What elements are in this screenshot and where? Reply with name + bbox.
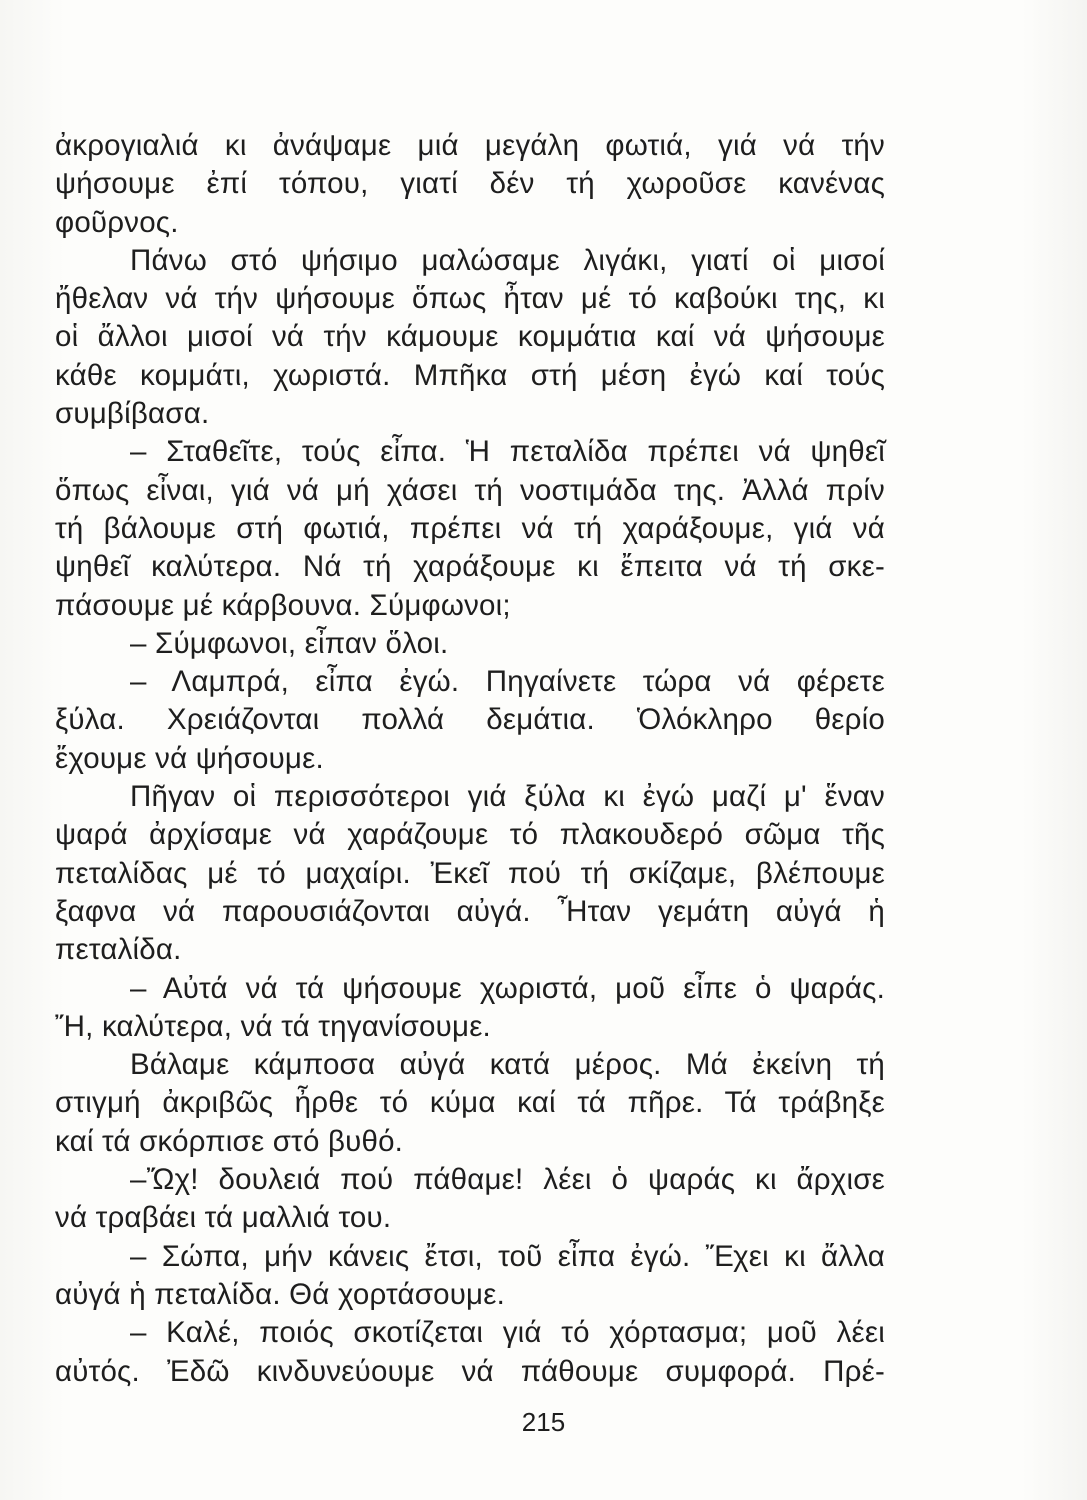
text-line: αὐτός. Ἐδῶ κινδυνεύουμε νά πάθουμε συμφορά. Πρέ-: [55, 1354, 885, 1388]
text-line: κάθε κομμάτι, χωριστά. Μπῆκα στή μέση ἐγώ καί τούς: [55, 358, 885, 392]
text-line: συμβίβασα.: [55, 397, 210, 431]
text-line: ξαφνα νά παρουσιάζονται αὐγά. Ἦταν γεμάτη αὐγά ἡ: [55, 894, 885, 928]
text-line: στιγμή ἀκριβῶς ἦρθε τό κύμα καί τά πῆρε. Τά τράβηξε: [55, 1086, 885, 1120]
text-line: νά τραβάει τά μαλλιά του.: [55, 1201, 392, 1235]
text-line: ψήσουμε ἐπί τόπου, γιατί δέν τή χωροῦσε κανένας: [55, 167, 885, 201]
text-line: ψαρά ἀρχίσαμε νά χαράζουμε τό πλακουδερό σῶμα τῆς: [55, 818, 885, 852]
text-line: – Καλέ, ποιός σκοτίζεται γιά τό χόρτασμα; μοῦ λέει: [130, 1316, 885, 1350]
text-line: – Σώπα, μήν κάνεις ἔτσι, τοῦ εἶπα ἐγώ. Ἔχει κι ἄλλα: [130, 1239, 885, 1273]
text-line: – Σύμφωνοι, εἶπαν ὅλοι.: [130, 626, 449, 660]
text-line: αὐγά ἡ πεταλίδα. Θά χορτάσουμε.: [55, 1277, 505, 1311]
text-line: Ἤ, καλύτερα, νά τά τηγανίσουμε.: [55, 1009, 491, 1043]
text-line: ἀκρογιαλιά κι ἀνάψαμε μιά μεγάλη φωτιά, γιά νά τήν: [55, 129, 885, 162]
text-line: οἱ ἄλλοι μισοί νά τήν κάμουμε κομμάτια καί νά ψήσουμε: [55, 320, 885, 354]
text-line: ἤθελαν νά τήν ψήσουμε ὅπως ἦταν μέ τό καβούκι της, κι: [55, 282, 885, 316]
text-line: – Αὐτά νά τά ψήσουμε χωριστά, μοῦ εἶπε ὁ ψαράς.: [130, 971, 885, 1005]
text-line: πεταλίδα.: [55, 933, 182, 967]
text-line: ἔχουμε νά ψήσουμε.: [55, 741, 324, 775]
text-line: ψηθεῖ καλύτερα. Νά τή χαράξουμε κι ἔπειτα νά τή σκε-: [55, 550, 885, 584]
text-line: – Σταθεῖτε, τούς εἶπα. Ἡ πεταλίδα πρέπει νά ψηθεῖ: [130, 435, 885, 469]
text-line: ξύλα. Χρειάζονται πολλά δεμάτια. Ὁλόκληρο θερίο: [55, 703, 885, 737]
text-line: – Λαμπρά, εἶπα ἐγώ. Πηγαίνετε τώρα νά φέρετε: [130, 665, 885, 699]
page-number: 215: [521, 1407, 566, 1437]
body-text: [55, 127, 885, 1391]
text-line: πεταλίδας μέ τό μαχαίρι. Ἐκεῖ πού τή σκίζαμε, βλέπουμε: [55, 856, 885, 890]
text-line: ὅπως εἶναι, γιά νά μή χάσει τή νοστιμάδα της. Ἀλλά πρίν: [55, 473, 885, 507]
text-line: Βάλαμε κάμποσα αὐγά κατά μέρος. Μά ἐκείνη τή: [130, 1048, 885, 1082]
text-line: –Ὤχ! δουλειά πού πάθαμε! λέει ὁ ψαράς κι ἄρχισε: [130, 1163, 885, 1197]
text-line: Πῆγαν οἱ περισσότεροι γιά ξύλα κι ἐγώ μαζί μ' ἕναν: [130, 780, 885, 814]
text-line: τή βάλουμε στή φωτιά, πρέπει νά τή χαράξουμε, γιά νά: [55, 511, 885, 545]
text-line: καί τά σκόρπισε στό βυθό.: [55, 1124, 404, 1158]
text-line: πάσουμε μέ κάρβουνα. Σύμφωνοι;: [55, 588, 511, 622]
text-line: Πάνω στό ψήσιμο μαλώσαμε λιγάκι, γιατί οἱ μισοί: [130, 243, 885, 277]
text-line: φοῦρνος.: [55, 205, 179, 239]
